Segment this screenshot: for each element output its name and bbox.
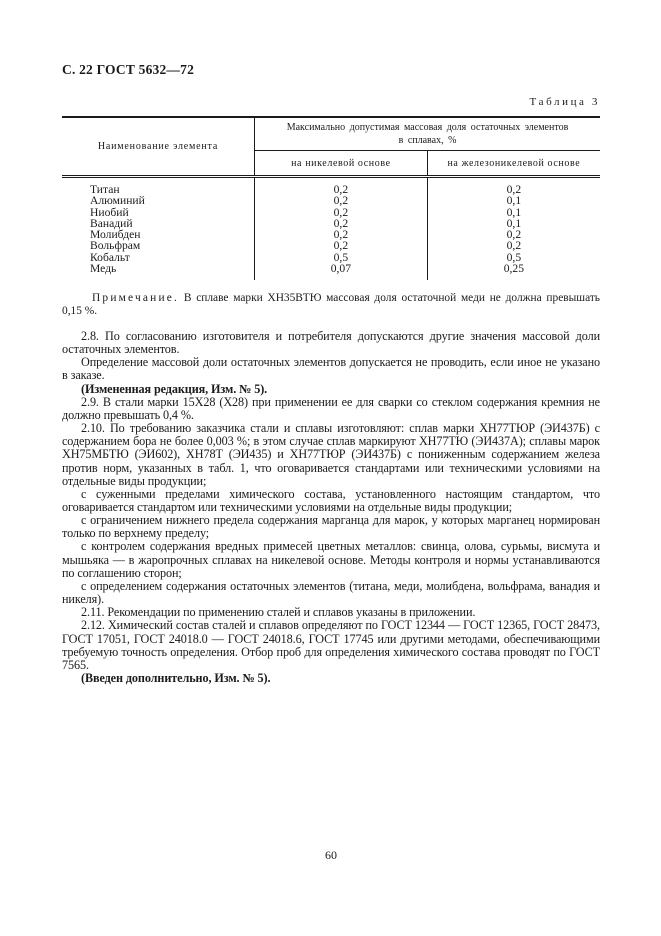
nickel-value-cell: 0,2 xyxy=(255,229,428,240)
element-name-cell: Ниобий xyxy=(62,207,255,218)
nickel-value-cell: 0,2 xyxy=(255,195,428,206)
column-header-iron-nickel-base: на железоникелевой основе xyxy=(427,151,600,177)
paragraph: Определение массовой доли остаточных элементов допускается не проводить, если иное не указано в заказе. xyxy=(62,355,600,383)
iron-nickel-value-cell: 0,2 xyxy=(506,183,522,196)
iron-nickel-value-cell: 0,1 xyxy=(506,205,522,219)
column-header-nickel-base: на никелевой основе xyxy=(255,151,428,177)
iron-nickel-value-cell: 0,1 xyxy=(506,216,522,230)
table-note xyxy=(62,292,600,318)
nickel-value-cell: 0,5 xyxy=(255,252,428,263)
nickel-value-cell: 0,2 xyxy=(255,218,428,229)
table-row xyxy=(62,177,600,196)
note-label: Примечание. xyxy=(92,292,180,305)
element-name-cell: Алюминий xyxy=(62,195,255,206)
table-row xyxy=(62,195,600,206)
nickel-value-cell: 0,2 xyxy=(255,177,428,196)
page-number: 60 xyxy=(325,848,337,862)
note-text: В сплаве марки ХН35ВТЮ массовая доля остаточной меди не должна превышать 0,15 %. xyxy=(62,292,600,318)
element-name-cell: Кобальт xyxy=(62,252,255,263)
column-group-header: Максимально допустимая массовая доля остаточных элементов в сплавах, % xyxy=(255,117,601,151)
nickel-value-cell: 0,2 xyxy=(255,207,428,218)
nickel-value-cell: 0,07 xyxy=(255,263,428,280)
iron-nickel-value-cell: 0,25 xyxy=(503,262,525,276)
paragraph-2-10: 2.10. По требованию заказчика стали и сплавы изготовляют: сплав марки ХН77ТЮР (ЭИ437Б) с содержанием бора не более 0,003 %; в этом случае сплав маркируют ХН77ТЮ (ЭИ437А); сплавы марок ХН75МБТЮ (ЭИ602), ХН78Т (ЭИ435) и ХН77ТЮР (ЭИ437Б) с пониженным содержанием железа против норм, указанных в табл. 1, что оговаривается стандартами или техническими условиями на отдельные виды продукции; xyxy=(62,421,600,488)
paragraph-2-8: 2.8. По согласованию изготовителя и потребителя допускаются другие значения массовой доли остаточных элементов. xyxy=(62,328,600,357)
element-name-cell: Молибден xyxy=(62,229,255,240)
body-text xyxy=(62,330,600,685)
paragraph: с ограничением нижнего предела содержания марганца для марок, у которых марганец нормирован только по верхнему пределу; xyxy=(62,513,600,541)
paragraph-2-12: 2.12. Химический состав сталей и сплавов определяют по ГОСТ 12344 — ГОСТ 12365, ГОСТ 28473, ГОСТ 17051, ГОСТ 24018.0 — ГОСТ 24018.6, ГОСТ 17745 или другими методами, обеспечивающими требуемую точность определения. Отбор проб для определения химического состава проводят по ГОСТ 7565. xyxy=(62,618,600,672)
element-name-cell: Ванадий xyxy=(62,218,255,229)
amendment-note: (Введен дополнительно, Изм. № 5). xyxy=(81,671,271,686)
table-row xyxy=(62,263,600,280)
element-name-cell: Титан xyxy=(62,177,255,196)
iron-nickel-value-cell: 0,2 xyxy=(506,228,522,242)
table-caption: Таблица 3 xyxy=(529,96,600,108)
paragraph-2-9: 2.9. В стали марки 15Х28 (Х28) при применении ее для сварки со стеклом содержания кремния не должно превышать 0,4 %. xyxy=(62,394,600,422)
element-name-cell: Вольфрам xyxy=(62,240,255,251)
paragraph: с определением содержания остаточных элементов (титана, меди, молибдена, вольфрама, ванадия и никеля). xyxy=(62,578,600,607)
residual-elements-table xyxy=(62,116,600,280)
paragraph: с суженными пределами химического состава, установленного настоящим стандартом, что оговаривается стандартом или техническими условиями на отдельные виды продукции; xyxy=(62,486,600,514)
column-header-element-name: Наименование элемента xyxy=(62,117,255,177)
paragraph-2-11: 2.11. Рекомендации по применению сталей и сплавов указаны в приложении. xyxy=(81,605,476,620)
iron-nickel-value-cell: 0,5 xyxy=(506,250,522,264)
element-name-cell: Медь xyxy=(62,263,255,280)
paragraph: с контролем содержания вредных примесей цветных металлов: свинца, олова, сурьмы, висмута и мышьяка — в жаропрочных сплавах на никелевой основе. Методы контроля и нормы устанавливаются по соглашению сторон; xyxy=(62,539,600,580)
page-header: С. 22 ГОСТ 5632—72 xyxy=(62,62,195,77)
iron-nickel-value-cell: 0,2 xyxy=(506,239,522,253)
nickel-value-cell: 0,2 xyxy=(255,240,428,251)
iron-nickel-value-cell: 0,1 xyxy=(506,194,522,208)
amendment-note: (Измененная редакция, Изм. № 5). xyxy=(81,381,268,396)
